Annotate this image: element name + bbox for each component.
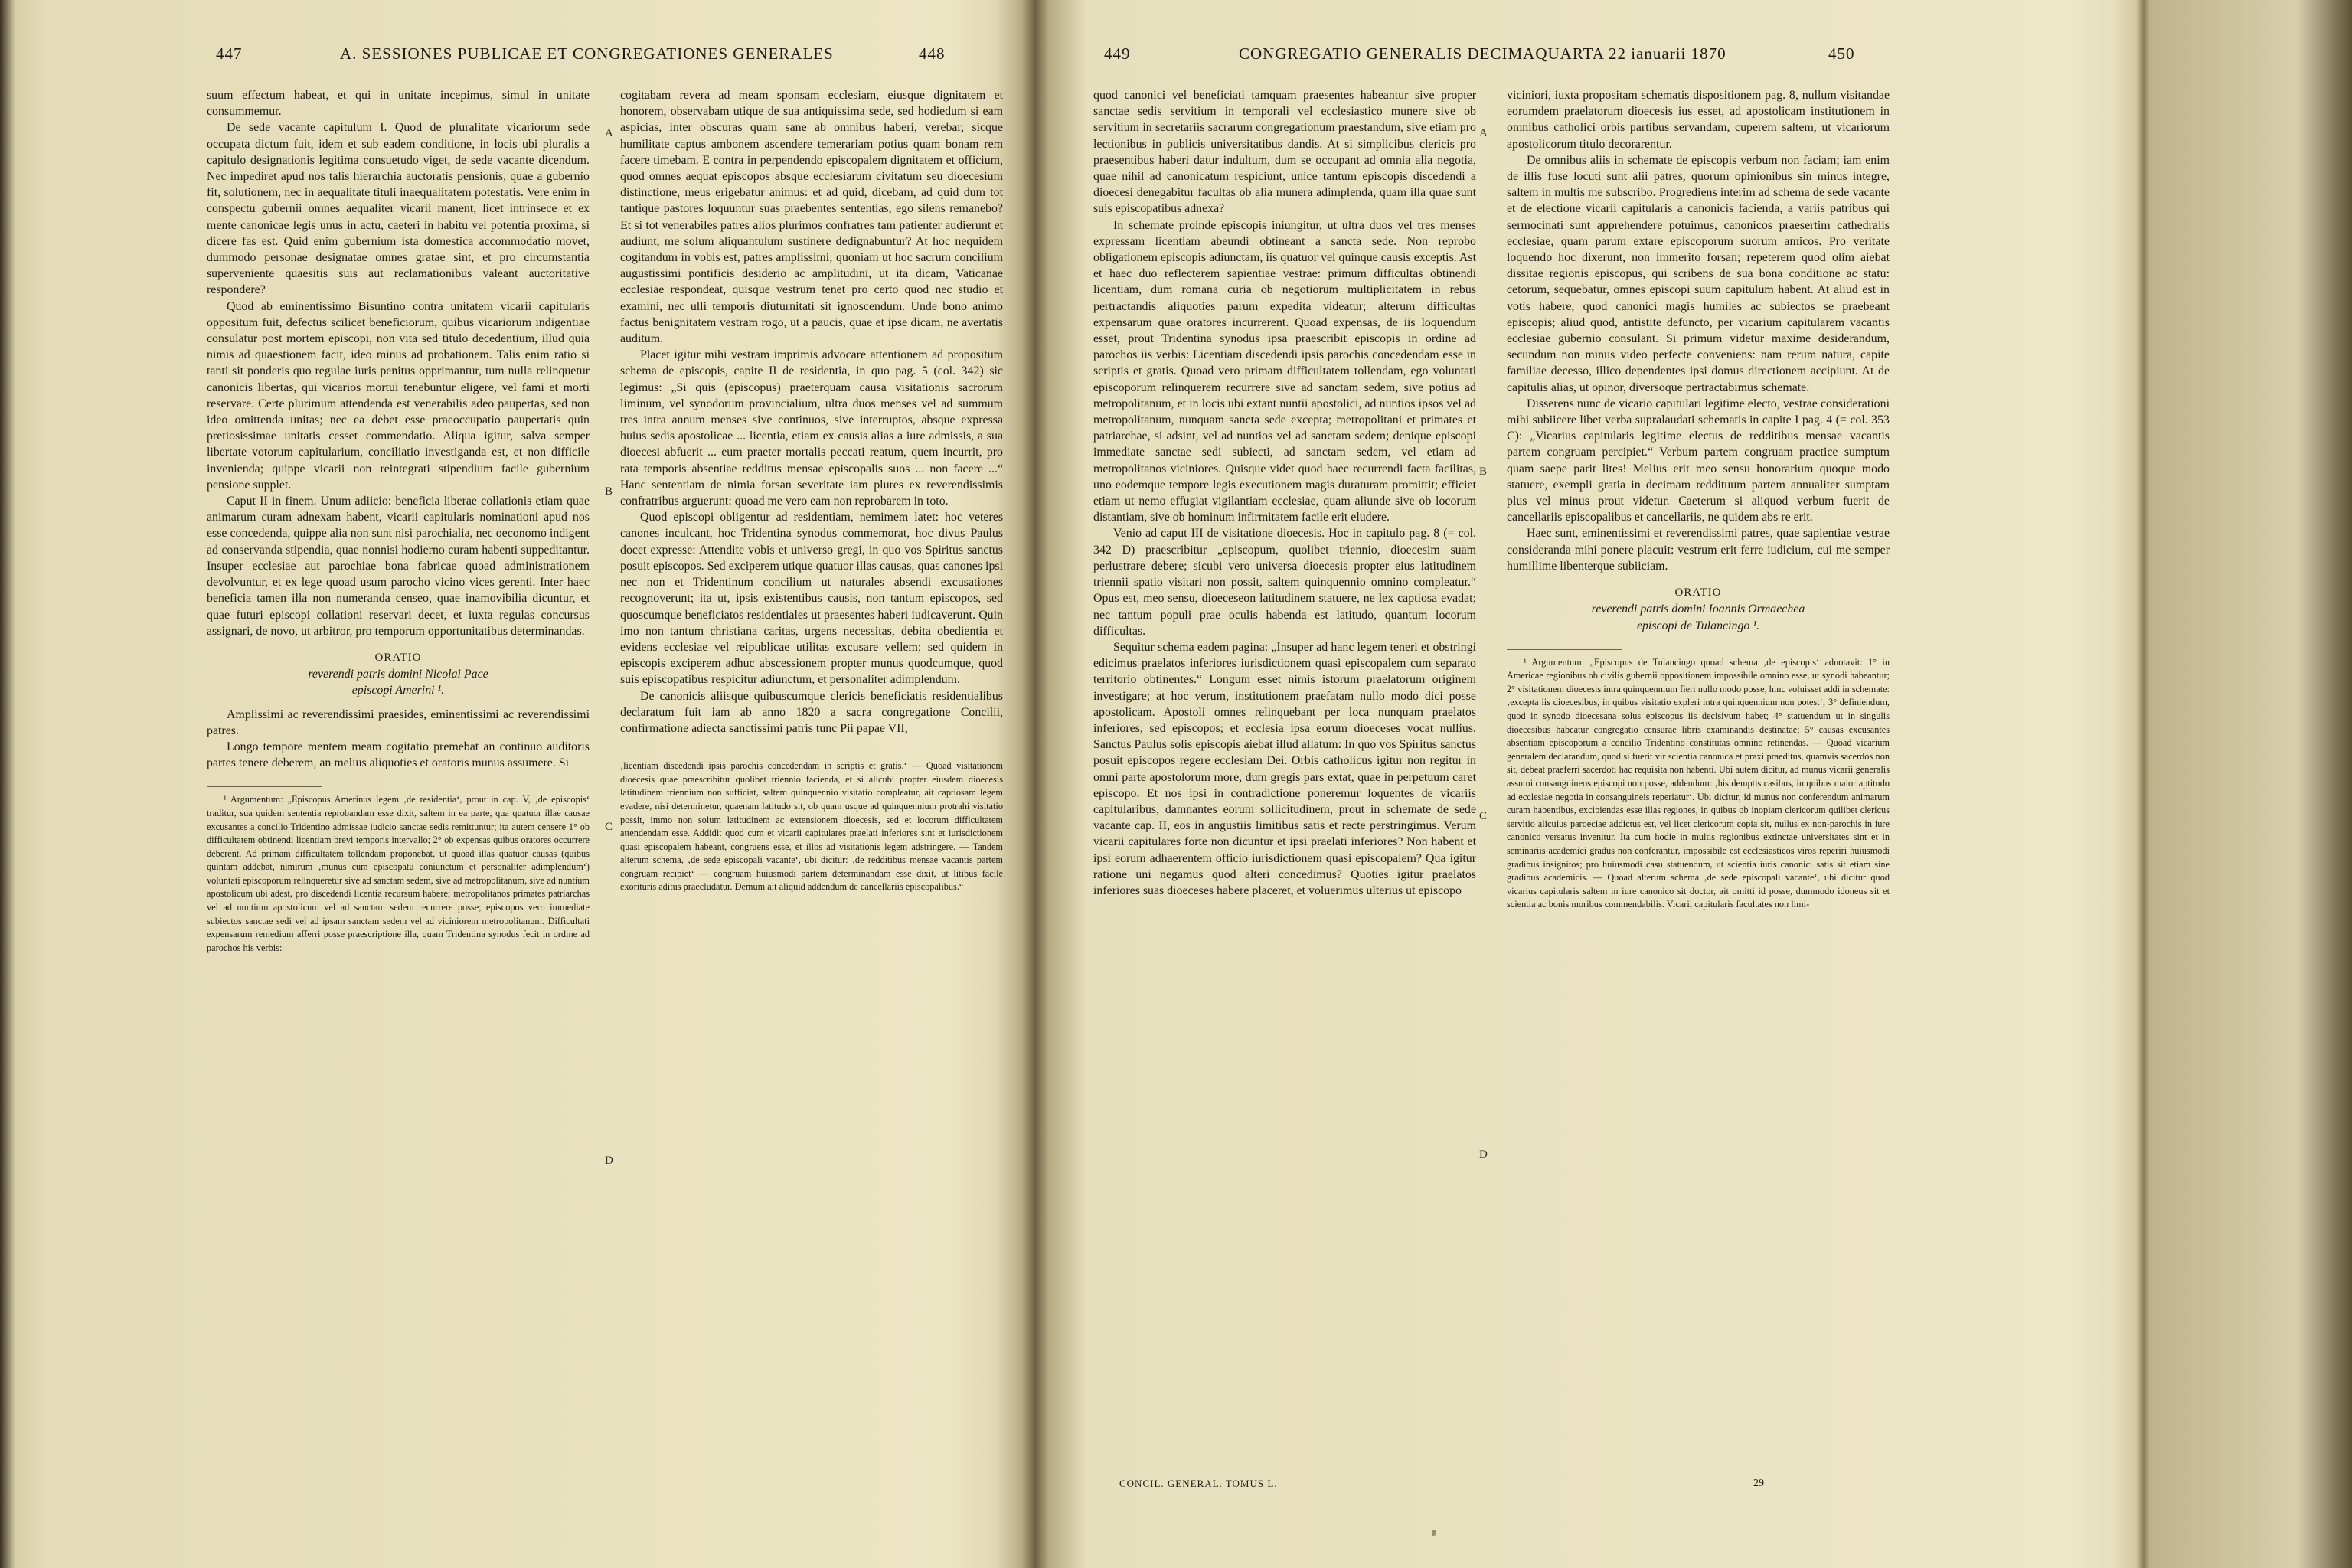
text-column [1507,87,1890,912]
running-header [207,37,1003,67]
page-number: 450 [1828,44,1855,63]
signature-mark: 29 [1753,1478,1764,1489]
paragraph: De sede vacante capitulum I. Quod de pluralitate vicariorum sede occupata dictum fuit, idem et sub eadem conditione, in locis ubi pluralis a capitulo designationis legitima consuetudo viget, de sede vacante dicendum. Nec impediret apud nos talis hierarchia auctoratis pensionis, quae a gubernio fit, solutionem, nec in aequalitate tituli inaequalitatem potestatis. Vere enim in conspectu gubernii omnes aequaliter vicarii manent, licet intrinsece et ex mente canonicae legis unus in actu, caeteri in habitu vel potentia proxima, si dicere fas est. Quid enim gubernium ista domestica accommodatio movet, dummodo personae designatae omnes gratae sint, et pro circumstantia superveniente quaesitis suis aut reclamationibus valeant auctoritative respondere? [207,121,590,297]
footnote [620,760,1003,894]
header-title: A. SESSIONES PUBLICAE ET CONGREGATIONES GENERALES [340,44,834,63]
paragraph: In schemate proinde episcopis iniungitur, ut ultra duos vel tres menses expressam licentiam abeundi obtineant a sancta sede. Non reprobo obligationem episcopis adiunctam, iis quatuor vel quinque causis exceptis. Ast et haec duo reflecterem sapientiae vestrae: primum difficultas obtinendi licentiam, dum romana curia ob negotiorum multiplicitatem in rebus pertractandis aliquoties parum expedita videatur; alterum difficultas expensarum quae oratores incurrerent. Quoad expensas, de iis loquendum esset, prout Tridentina synodus ipsa praescribit episcopis in ordine ad parochos iis verbis: Licentiam discedendi ipsis parochis concedendam esse in scriptis et gratis. Quoad vero primam difficultatem tollendam, ego voluntati episcoporum relinquerem recurrere sive ad sanctam sedem, sive potius ad metropolitanum, et in locis ubi extant nuntii apostolici, ad nuntios ipsos vel ad metropolitanum, nunquam sancta sede excepta; metropolitani et primates et patriarchae, si adsint, vel ad nuntios vel ad sanctam sedem; denique episcopi immediate sanctae sedi subiecti, ad sanctam sedem, vel etiam ad metropolitanos viciniores. Quisque videt quod haec recurrendi facta facilitas, uno eodemque tempore legis executionem magis duraturam promittit; efficiet etiam ut nemo effugiat vigilantiam ecclesiae, quam aliunde sive ob locorum distantiam, sive ob hominum infirmitatem facile erit eludere. [1093,218,1476,524]
right-page [1093,37,1890,1161]
section-marker: B [605,485,613,498]
oratio-title: ORATIO [1674,586,1722,599]
oratio-heading [207,650,590,699]
text-column [1093,87,1476,912]
paragraph: Caput II in finem. Unum adiicio: beneficia liberae collationis etiam quae animarum curam adnexam habent, vicarii capitularis nominationi apud nos esse concedenda, quippe alia non sunt nisi parochialia, nec oeconomo indigent ad conservanda stipendia, quae nonnisi hodierno curam habenti suppeditantur. Insuper ecclesiae aut parochiae bona fabricae quoad administrationem devolvuntur, et ex lege quoad usum parocho vicino vices gerenti. Inter haec beneficia tamen illa non numeranda censeo, quae inamovibilia dicuntur, et quae futuri episcopi collationi reservari decet, et iuxta regulas concursus assignari, de novo, ut arbitror, pro temporum opportunitatibus determinandas. [207,495,590,638]
section-marker: A [1479,127,1488,139]
left-page [207,37,1003,1167]
paragraph: cogitabam revera ad meam sponsam ecclesiam, eiusque dignitatem et honorem, observabam utique de sua antiquissima sede, sed hodiedum si eam aspicias, inter obscuras quam sane ab omnibus haberi, verebar, sicque humilitate captus ambonem ascendere temerariam potius quam bonam rem facere timebam. E contra in perpendendo episcopalem dignitatem et officium, quod omnes aequat episcopos absque ecclesiarum civitatum seu dioecesium distinctione, meus erigebatur animus: et ad quid, dicebam, ad quid dum tot tantique pastores loquuntur suas praebentes sententias, ego silens remanebo? Et si tot venerabiles patres alios plurimos confratres tam patienter audierunt et audiunt, me solum aliquantulum sustinere dedignabuntur? At hoc nequidem cogitandum in vobis est, patres amplissimi; quoniam ut hoc sacrum concilium augustissimi pontificis desiderio ac amplitudini, ut ita dicam, Vaticanae ecclesiae respondeat, quisque vestrum tenet pro certo quod nec studio et examini, nec ulli temporis diuturnitati sit ignoscendum. Unde bono animo factus benignitatem vestram rogo, ut a paucis, quae et ipse dicam, ne avertatis auditum. [620,89,1003,346]
oratio-speaker: reverendi patris domini Ioannis Ormaechea [1591,603,1805,616]
header-title: CONGREGATIO GENERALIS DECIMAQUARTA 22 ianuarii 1870 [1239,44,1726,63]
oratio-see: episcopi de Tulancingo ¹. [1636,619,1760,632]
paragraph: Haec sunt, eminentissimi et reverendissimi patres, quae sapientiae vestrae consideranda mihi ponere placuit: vestrum erit ferre iudicium, cui me semper humillime libenterque subiiciam. [1507,527,1890,573]
footnote [1507,656,1890,912]
paragraph: Disserens nunc de vicario capitulari legitime electo, vestrae considerationi mihi subiicere libet verba supralaudati schematis in capite I pag. 4 (= col. 353 C): „Vicarius capitularis legitime electus de redditibus mensae vacantis partem congruam percipiet.“ Verbum partem congruam practice sumptum quam saepe parit lites! Melius erit meo sensu honorarium quoque modo statuere, exempli gratia in decimam reddituum partem annualiter sumptam plus vel minus prout videtur. Caeterum si aliquod verbum fuerit de cancellariis episcopalibus et cancellariis, ne quidem abs re erit. [1507,397,1890,524]
paragraph: suum effectum habeat, et qui in unitate incepimus, simul in unitate consummemur. [207,89,590,119]
paragraph: Quod ab eminentissimo Bisuntino contra unitatem vicarii capitularis oppositum fuit, defectus scilicet beneficiorum, quibus vicariorum indigentiae consulatur post mortem episcopi, non vita sed titulo decedentium, illud quia nimis ad quaestionem facit, ideo minus ad probationem. Talis enim ratio si tanti sit ponderis quo regulae iuris penitus opprimantur, tum nulla relinquetur canonicis libertas, qui vicarios mortui tenebuntur eligere, vel fami et morti reservare. Certe plurimum attendenda est venerabilis adeo paupertas, sed non ideo omittenda unitas; nec ea debet esse praeoccupatio paupertatis quin pretiosissimae unitatis cesset commendatio. Aliqua igitur, salva semper libertate votorum capitularium, conciliatio investiganda est, et non difficile invenienda; quippe vicarii non reintegrati stipendium facile gubernium pensione supplet. [207,299,590,492]
paragraph: Sequitur schema eadem pagina: „Insuper ad hanc legem teneri et obstringi edicimus praelatos inferiores iurisdictionem quasi episcopalem cum separato territorio obtinentes.“ Longum esset nimis istorum praelatorum originem investigare; at hoc verum, institutionem praefatam nullo modo dici posse apostolicam. Apostoli omnes relinquebant per loca nunquam praelatos inferiores, sed episcopos; et ecclesia ipsa eorum dioeceses vocat nullius. Sanctus Paulus solis episcopis aiebat illud allatum: In quo vos Spiritus sanctus posuit episcopos regere ecclesiam Dei. Orbis catholicus igitur non regitur in omni parte apostolorum more, dum gregis pars extat, quae in perpetuum caret episcopo. Et nos ipsi in contradictione poneremur loquentes de vicariis capitularibus, damnantes eorum sollicitudinem, prout in schemate de sede vacante cap. II, eos in angustiis limitibus satis et recte perstringimus. Verum vicarii capitulares forte non dicuntur et ipsi praelati inferiores? Non habent et ipsi eorum adhaerentem officio iurisdictionem quasi episcopalem? Qua igitur ratione uni negamus quod alteri concedimus? Quoties igitur praelatos inferiores suas dioeceses habere placeret, et voluerimus ulterius ut episcopo [1093,640,1476,897]
page-number: 449 [1104,44,1131,63]
text-column [207,87,590,955]
oratio-see: episcopi Amerini ¹. [351,684,445,697]
paragraph: Venio ad caput III de visitatione dioecesis. Hoc in capitulo pag. 8 (= col. 342 D) praescribitur „episcopum, quolibet triennio, dioecesim suam perlustrare debere; sicubi vero universa dioecesis propter eius latitudinem triennii spatio visitari non possit, saltem quinquennio omnino compleatur.“ Opus est, meo sensu, dioeceseon latitudinem statuere, ne lex captiosa evadat; nec tantum populi prae oculis habenda est latitudo, quantum locorum difficultas. [1093,527,1476,638]
page-blemish [1432,1530,1436,1536]
section-marker: D [605,1155,613,1167]
paragraph: viciniori, iuxta propositam schematis dispositionem pag. 8, nullum visitandae eorumdem praelatorum dioecesis ius esset, ad apostolicam institutionem in omnibus catholici orbis partibus servandam, cuperem saltem, ut vicariorum apostolicorum titulo decorarentur. [1507,89,1890,151]
page-number: 447 [216,44,243,63]
running-header [1093,37,1890,67]
oratio-speaker: reverendi patris domini Nicolai Pace [308,668,488,681]
page-number: 448 [919,44,946,63]
footnote-text: ¹ Argumentum: „Episcopus Amerinus legem ‚de residentia‘, prout in cap. V, ‚de episcopis‘ traditur, sua quidem sententia reprobandam esse dixit, saltem in ea parte, qua quatuor illae causae excusantes a concilio Tridentino admissae iudicio sanctae sedis remittuntur; ita autem censere 1° ob difficultatem obtinendi licentiam brevi temporis intervallo; 2° ob expensas quibus oratores occurrere deberent. Ad primam difficultatem tollendam proponebat, ut quoad illas quatuor causas (quibus quintam addebat, nimirum ‚munus cum episcopatu coniunctum et personaliter adimplendum‘) voluntati episcoporum relinqueretur sive ad sanctam sedem, sive ad metropolitanum, sive ad nuntium apostolicum ubi adest, pro discedendi licentia recursum habere; metropolitanos primates patriarchas vel ad nuntium apostolicum vel ad sanctam sedem recurrere posse; episcopos vero immediate subiectos sanctae sedi vel ad ipsam sanctam sedem vel ad viciniorem metropolitanum. Difficultati expensarum remedium afferri posse praescriptione illa, quam Tridentina synodus fecit in ordine ad parochos his verbis: [207,794,590,953]
paragraph: De omnibus aliis in schemate de episcopis verbum non faciam; iam enim de illis fuse locuti sunt alii patres, quorum opinionibus sin minus integre, saltem in multis me subscribo. Progrediens interim ad schema de sede vacante et de electione vicarii capitularis a canonicis facienda, a variis patribus qui sermocinati sunt apprehendere potuimus, canonicos praesertim cathedralis ecclesiae, quam parum extare episcoporum suorum amicos. Pro veritate loquendo hoc dixerunt, non immerito forsan; repeterem quod olim aiebat dissitae regionis episcopus, qui scribens de sua bona conditione ac statu: cetorum, sequebatur, omnes episcopi suum capitulum habent. At aliud est in votis habere, quod canonici magis humiles ac subiectos se praebeant episcopis; aliud quod, antistite defuncto, per vicarium capitularem vacantis ecclesiae gubernio consulant. Si primum videtur maxime desiderandum, secundum non minus video perfecte conveniens: nam rerum natura, capite familiae decesso, illico dependentes ipsi domus directionem accipiunt. At de capitulis alias, ut opinor, diversoque pertractabimus schemate. [1507,153,1890,394]
footnote-text: ‚licentiam discedendi ipsis parochis concedendam in scriptis et gratis.‘ — Quoad visitationem dioecesis quae praescribitur quolibet triennio facienda, et si alicubi propter eiusdem dioecesis latitudinem triennium non sufficiat, saltem quinquennio visitatio compleatur, ait captiosam legem evadere, nisi determinetur, quaenam latitudo sit, ob quam usque ad quinquennium protrahi visitatio possit, immo non solum latitudinem ac extensionem dioecesis, sed et locorum difficultatem attendendam esse. Addidit quod cum et vicarii capitulares praelati inferiores sint et iurisdictionem quasi episcopalem habeant, congruens esse, et illos ad visitationis legem adstringere. — Tandem alterum schema, ‚de sede episcopali vacante‘, ubi dicitur: ‚de redditibus mensae vacantis partem congruam recipiet‘ — congruam huiusmodi partem determinandam esse dixit, ut litibus facile exorituris aditus praecludatur. Demum ait aliquid addendum de cancellariis episcopalibus.“ [620,760,1003,893]
section-marker: B [1479,466,1488,478]
section-marker: C [1479,810,1488,822]
paragraph: quod canonici vel beneficiati tamquam praesentes habeantur sive propter sanctae sedis servitium in temporali vel ecclesiastico munere sive ob servitium in secretariis sacrarum congregationum praestandum, sive etiam pro lectionibus in publicis universitatibus dandis. At si simplicibus clericis pro praesentibus haberi datur indultum, dum se occupant ad omnia alia negotia, quae nihil ad canonicatum respiciunt, unice tantum episcopis discedendi a dioecesi denegabitur facultas ob alia munera adimplenda, quam illa quae sunt suis episcopatibus adnexa? [1093,89,1476,216]
paragraph: Quod episcopi obligentur ad residentiam, nemimem latet: hoc veteres canones inculcant, hoc Tridentina synodus commemorat, hoc divus Paulus docet expresse: Attendite vobis et universo gregi, in quo vos Spiritus sanctus posuit episcopos. Sed exciperem utique quatuor illas causas, quas canones ipsi nec non et Tridentinum concilium ut naturales absendi excusationes recognoverunt; ita ut, ipsis existentibus causis, non tantum episcopos, sed quoscumque beneficiatos residentiales ut praesentes haberi iudicaverunt. Quin imo non tantum christiana caritas, urgens necessitas, debita obedientia et evidens ecclesiae vel reipublicae utilitas excusare vellem; sed quidem in episcopis exciperem adhuc abscessionem propter munus quodcumque, quod suis episcopatibus respicitur adiunctum, et personaliter adimplendum. [620,511,1003,687]
footnote-rule [1507,649,1622,650]
two-column-body [1093,87,1890,912]
paragraph: Amplissimi ac reverendissimi praesides, eminentissimi ac reverendissimi patres. [207,707,590,737]
paragraph: De canonicis aliisque quibuscumque clericis beneficiatis residentialibus declaratum fuit iam ab anno 1820 a sacra congregatione Concilii, confirmatione adiecta sanctissimi patris tunc Pii papae VII, [620,689,1003,735]
paragraph: Placet igitur mihi vestram imprimis advocare attentionem ad propositum schema de episcopis, capite II de residentia, in quo pag. 5 (col. 342) sic legimus: „Si quis (episcopus) praeterquam causa visitationis sacrorum liminum, vel synodorum provincialium, ultra duos menses vel ad summum tres intra annum menses sive continuos, sive interruptos, absque expressa huius sedis apostolicae ... licentia, etiam ex causis alias a iure admissis, a sua dioecesi abfuerit ... eum praeter mortalis peccati reatum, quem incurrit, pro rata temporis absentiae redditus mensae episcopalis suos ... non facere ...“ Hanc sententiam de nimia forsan severitate iam plures ex reverendissimis confratribus arguerunt: quoad me vero eam non reprobarem in toto. [620,348,1003,508]
footnote-rule [207,786,322,787]
volume-footer: CONCIL. GENERAL. TOMUS L. [1119,1478,1278,1489]
footnote [207,793,590,955]
oratio-heading [1507,585,1890,634]
section-marker: C [605,821,613,833]
paragraph: Longo tempore mentem meam cogitatio premebat an continuo auditoris partes tenere deberem, an melius aliquoties et oratoris munus assumere. Si [207,740,590,770]
oratio-title: ORATIO [374,651,422,664]
footnote-text: ¹ Argumentum: „Episcopus de Tulancingo quoad schema ‚de episcopis‘ adnotavit: 1° in Americae regionibus ob civilis gubernii oppositionem impossibile omnino esse, ut synodi habeantur; 2° visitationem dioecesis intra quinquennium fieri nullo modo posse, hinc voluisset addi in schemate: ‚excepta iis dioecesibus, in quibus visitatio expleri intra quinquennium non potest‘; 3° definiendum, quod in synodo dioecesana solus episcopus iis decisivum habet; 4° statuendum ut in singulis dioecesibus habeatur congregatio censurae libris examinandis destinatae; 5° causas excusantes absentiam episcoporum a concilio Tridentino constitutas omnino retinendas. — Quoad vicarium generalem declarandum, quod si fuerit vir scientia canonica et praxi praeditus, quamvis sacerdos non sit, debeat praeferri sacerdoti hac requisita non habenti. Ubi autem dicitur, ad munus vicarii generalis assumi consanguineos episcopi non posse, addendum: ‚his demptis casibus, in quibus maior aptitudo ad ecclesiae negotia in consanguineis reperiatur‘. Ubi dicitur, id munus non conferendum animarum curam habentibus, excipiendas esse illas regiones, in quibus ob inopiam clericorum quilibet clericus servitio alicuius paroeciae addictus est, vel licet clericorum copia sit, nullus ex non-parochis in iure canonico versatus invenitur. Ita cum hodie in multis regionibus extinctae universitates sint et in seminariis academici gradus non conferantur, impossibile est ecclesiasticos viros reperiri huiusmodi gradibus insignitos; pro huiusmodi casu statuendum, ut scientia iuris canonici satis sit etiam sine gradibus academicis. — Quoad alterum schema ‚de sede episcopali vacante‘, ubi dicitur quod vicarius capitularis saltem in iure canonico sit doctor, ait omitti id posse, dummodo idoneus sit et scientia ac bonis moribus commendabilis. Vicarii capitularis facultates non limi- [1507,656,1890,910]
section-marker: A [605,127,613,139]
section-marker: D [1479,1148,1488,1161]
text-column [620,87,1003,955]
